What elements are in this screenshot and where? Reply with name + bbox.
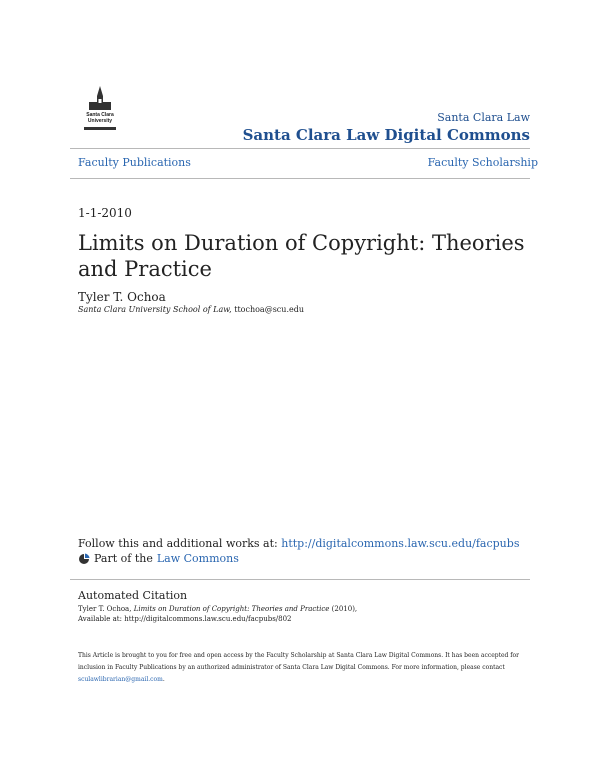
logo-line-2: University <box>87 118 113 124</box>
nav-faculty-scholarship[interactable]: Faculty Scholarship <box>427 156 538 169</box>
part-of-line <box>78 552 239 565</box>
footer-end: . <box>162 676 165 683</box>
citation-body <box>78 604 357 624</box>
article-title: Limits on Duration of Copyright: Theories and Practice <box>78 231 525 281</box>
repository-name[interactable]: Santa Clara Law Digital Commons <box>242 126 530 144</box>
follow-link[interactable]: http://digitalcommons.law.scu.edu/facpubs <box>281 537 520 550</box>
citation-heading: Automated Citation <box>78 589 188 602</box>
author-name: Tyler T. Ochoa <box>78 290 166 304</box>
logo-line-1: Santa Clara <box>86 112 114 118</box>
follow-prefix: Follow this and additional works at: <box>78 537 278 550</box>
citation-available: Available at: http://digitalcommons.law.scu.edu/facpubs/802 <box>78 615 292 623</box>
part-of-prefix: Part of the <box>94 552 153 565</box>
citation-line-1 <box>78 604 357 614</box>
author-affiliation <box>78 305 304 314</box>
follow-line <box>78 537 519 550</box>
footer-notice <box>78 650 528 686</box>
logo-bar <box>84 127 116 130</box>
header <box>243 111 530 144</box>
footer-line-2: inclusion in Faculty Publications by an authorized administrator of Santa Clara Law Digital Commons. For more information, please contact <box>78 664 505 671</box>
footer-line-1: This Article is brought to you for free and open access by the Faculty Scholarship at Santa Clara Law Digital Commons. It has been accepted for <box>78 652 519 659</box>
nav-divider <box>70 178 530 179</box>
institution-name[interactable]: Santa Clara Law <box>437 111 530 124</box>
author-email[interactable]: ttochoa@scu.edu <box>234 305 304 314</box>
nav-faculty-publications[interactable]: Faculty Publications <box>78 156 191 169</box>
affiliation-text: Santa Clara University School of Law, <box>78 305 232 314</box>
citation-year: (2010), <box>331 605 358 613</box>
citation-author: Tyler T. Ochoa, <box>78 605 132 613</box>
contact-email-link[interactable]: sculawlibrarian@gmail.com <box>78 676 163 683</box>
footer-line-3 <box>78 674 528 686</box>
commons-icon <box>78 553 90 565</box>
publication-date: 1-1-2010 <box>78 206 132 220</box>
citation-title: Limits on Duration of Copyright: Theories and Practice <box>133 605 330 613</box>
logo-text <box>78 112 122 124</box>
citation-divider <box>70 579 530 580</box>
law-commons-link[interactable]: Law Commons <box>156 552 239 565</box>
header-divider <box>70 148 530 149</box>
